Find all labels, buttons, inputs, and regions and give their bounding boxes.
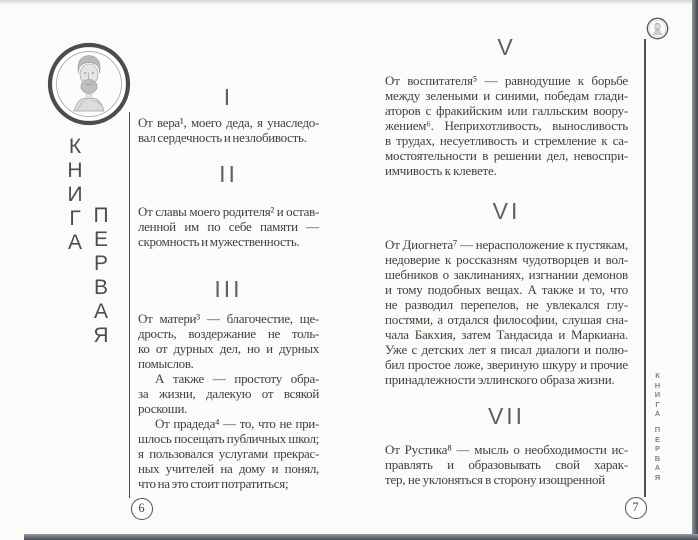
chapter-title-letter: Е <box>93 228 108 251</box>
chapter-title-letter: А <box>93 300 108 323</box>
text-line: Уже с детских лет я писал диалоги и полю- <box>385 342 628 357</box>
section-paragraphs <box>138 115 319 145</box>
margin-title-letter: Я <box>654 472 661 482</box>
left-page-vertical-rule <box>129 112 131 498</box>
text-line: От прадеда⁴ — то, что не при- <box>155 416 319 431</box>
right-page-vertical-rule <box>644 39 646 497</box>
section-numeral: II <box>219 161 238 187</box>
text-line: я пользовался услугами прекрас- <box>138 446 319 461</box>
text-line: помыслов. <box>138 356 194 371</box>
paragraph <box>138 204 319 249</box>
text-line: между зелеными и синими, победам глади- <box>385 88 628 103</box>
text-line: принадлежности эллинского образа жизни. <box>385 372 615 387</box>
text-line: ко от дурных дел, но и дурных <box>138 341 319 356</box>
right-page-text-column <box>385 0 628 540</box>
section-numeral: I <box>223 84 234 110</box>
section-paragraphs <box>385 237 628 387</box>
paragraph <box>385 442 628 487</box>
margin-title-letter: П <box>654 425 661 434</box>
text-line: постями, а отдался философии, слушая сна- <box>385 312 628 327</box>
text-line: От вера¹, моего деда, я унаследо- <box>138 115 319 130</box>
section-paragraphs <box>138 204 319 249</box>
text-line: От воспитателя⁵ — равнодушие к борьбе <box>385 73 628 88</box>
page-number-badge-left <box>131 498 153 520</box>
text-line: что на это стоит потратиться; <box>138 476 289 491</box>
scan-edge-right <box>692 0 698 540</box>
text-line: ленной им по себе памяти — <box>138 219 319 234</box>
chapter-title-letter: Я <box>93 324 109 347</box>
margin-title-letter: Р <box>654 444 660 453</box>
text-line: имчивость к клевете. <box>385 163 497 178</box>
section-numeral: III <box>214 276 243 302</box>
book-section <box>385 196 628 387</box>
left-page-text-column <box>138 0 319 540</box>
chapter-title-letter: Р <box>93 252 108 275</box>
text-line: ных учителей на дому и понял, <box>138 461 319 476</box>
section-numeral: VII <box>487 403 526 429</box>
margin-title-letter: Н <box>654 380 661 390</box>
text-line: правлять и образовывать свой харак- <box>385 457 628 472</box>
book-section <box>385 32 628 178</box>
text-line: вал сердечность и незлобивость. <box>138 130 307 145</box>
section-numeral: V <box>497 34 516 60</box>
text-line: От матери³ — благочестие, ще- <box>138 311 319 326</box>
text-line: шебников о заклинаниях, изгнании демонов <box>385 267 628 282</box>
margin-title-letter: И <box>654 390 661 399</box>
paragraph <box>138 311 319 371</box>
text-line: недоверие к россказням чудотворцев и вол- <box>385 252 628 267</box>
emperor-portrait-medallion-icon <box>47 42 131 126</box>
text-line: в трудах, несуетливость и стремление к са- <box>385 133 628 148</box>
text-line: скромность и мужественность. <box>138 234 300 249</box>
text-line: и тому подобных вещах. А также и то, что <box>385 282 628 297</box>
chapter-title-letter: И <box>67 183 83 206</box>
text-line: От Диогнета⁷ — нерасположение к пустякам, <box>385 237 628 252</box>
paragraph <box>138 371 319 416</box>
chapter-title-word-kniga <box>63 135 87 255</box>
text-line: не разводил перепелов, не увлекался глу- <box>385 297 628 312</box>
text-line: От Рустика⁸ — мысль о необходимости ис- <box>385 442 628 457</box>
section-paragraphs <box>385 442 628 487</box>
text-line: бил простое ложе, звериную шкуру и прочие <box>385 357 628 372</box>
paragraph <box>385 237 628 387</box>
paragraph <box>138 115 319 145</box>
chapter-title-letter: К <box>68 135 82 158</box>
chapter-title-letter: Н <box>67 159 83 182</box>
text-line: чала Бакхия, затем Тандасида и Маркиана. <box>385 327 628 342</box>
margin-title-letter: Е <box>654 434 660 444</box>
margin-title-letter: В <box>654 453 661 463</box>
text-line: за жизни, далекую от всякой <box>138 386 319 401</box>
margin-title-letter: А <box>654 463 661 472</box>
section-paragraphs <box>385 73 628 178</box>
margin-title-letter: К <box>655 371 660 380</box>
text-line: аторов с фракийским или галльским воору- <box>385 103 628 118</box>
text-line: шлось посещать публичных школ; <box>138 431 319 446</box>
paragraph <box>385 73 628 178</box>
paragraph <box>138 416 319 491</box>
text-line: мостоятельности в решении дел, невоспри- <box>385 148 628 163</box>
page-number-badge-right <box>625 497 647 519</box>
chapter-title-letter: Г <box>69 207 81 230</box>
chapter-title-letter: П <box>93 204 109 227</box>
book-section <box>138 159 319 249</box>
chapter-title-letter: В <box>93 276 108 299</box>
chapter-title-letter: А <box>67 231 82 254</box>
text-line: дрость, воздержание не толь- <box>138 326 319 341</box>
book-section <box>385 401 628 487</box>
book-section <box>138 274 319 491</box>
margin-title-letter: Г <box>655 399 660 409</box>
margin-title-word-pervaya <box>650 425 665 482</box>
margin-title-word-kniga <box>650 371 665 419</box>
section-paragraphs <box>138 311 319 491</box>
page-number: 6 <box>138 501 145 515</box>
text-line: жением⁶. Неприхотливость, выносливость <box>385 118 628 133</box>
text-line: А также — простоту обра- <box>155 371 319 386</box>
chapter-title-word-pervaya <box>89 204 113 348</box>
section-numeral: VI <box>492 198 521 224</box>
emperor-portrait-medallion-small-icon <box>646 17 669 40</box>
book-section <box>138 82 319 145</box>
text-line: От славы моего родителя² и остав- <box>138 204 319 219</box>
text-line: тер, не уклоняться в сторону изощренной <box>385 472 606 487</box>
margin-title-letter: А <box>654 409 661 418</box>
page-number: 7 <box>632 500 639 514</box>
text-line: роскоши. <box>138 401 188 416</box>
